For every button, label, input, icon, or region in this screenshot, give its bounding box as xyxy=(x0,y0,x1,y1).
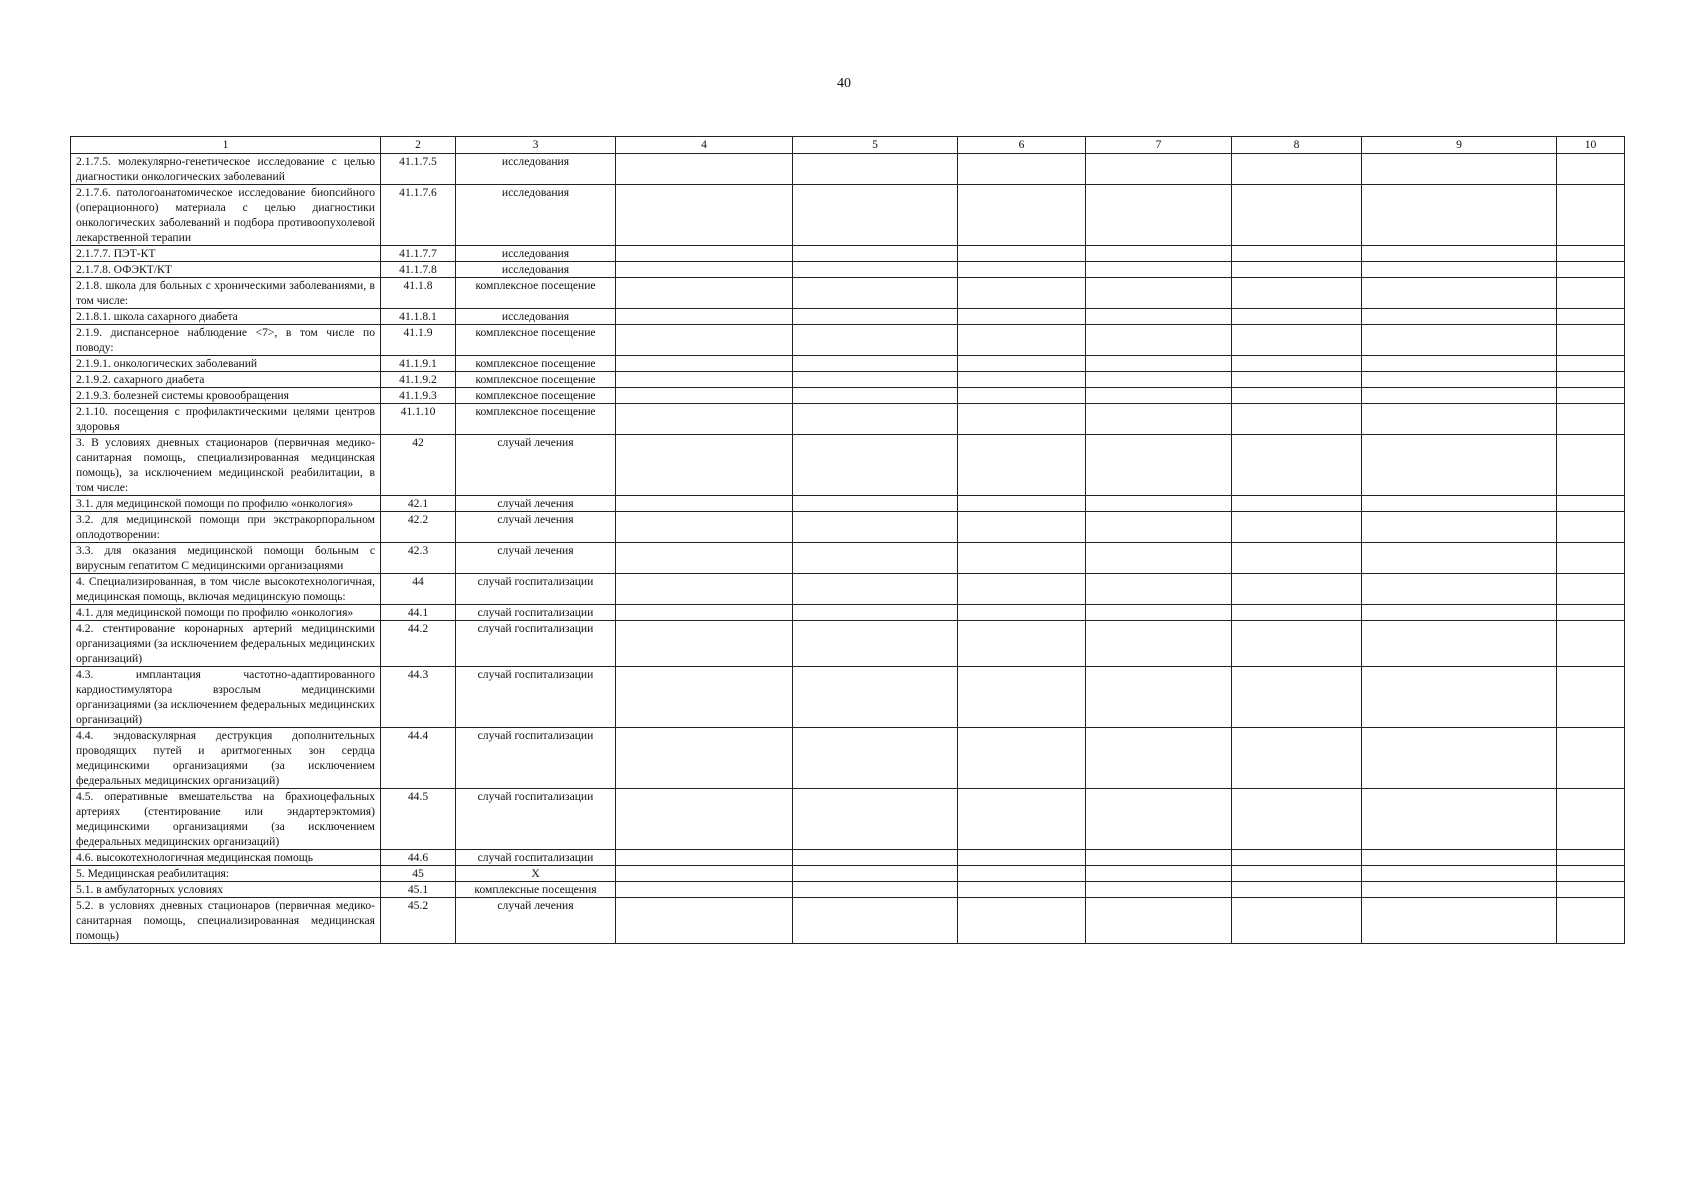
row-name-cell: 5.2. в условиях дневных стационаров (первичная медико-санитарная помощь, специализированная медицинская помощь) xyxy=(71,898,381,944)
table-row xyxy=(71,543,1625,574)
row-unit-cell: комплексное посещение xyxy=(456,278,616,309)
empty-cell xyxy=(793,574,958,605)
table-row xyxy=(71,667,1625,728)
empty-cell xyxy=(958,512,1086,543)
empty-cell xyxy=(1362,789,1557,850)
empty-cell xyxy=(1362,325,1557,356)
row-code-cell: 45 xyxy=(381,866,456,882)
empty-cell xyxy=(1232,882,1362,898)
row-name-cell: 4.3. имплантация частотно-адаптированного кардиостимулятора взрослым медицинскими организациями (за исключением федеральных медицинских организаций) xyxy=(71,667,381,728)
empty-cell xyxy=(958,246,1086,262)
empty-cell xyxy=(793,185,958,246)
empty-cell xyxy=(1232,728,1362,789)
empty-cell xyxy=(1086,866,1232,882)
empty-cell xyxy=(1086,325,1232,356)
row-unit-cell: случай госпитализации xyxy=(456,789,616,850)
empty-cell xyxy=(1557,574,1625,605)
row-name-cell: 5.1. в амбулаторных условиях xyxy=(71,882,381,898)
empty-cell xyxy=(1557,605,1625,621)
empty-cell xyxy=(616,404,793,435)
table-row xyxy=(71,882,1625,898)
empty-cell xyxy=(1232,621,1362,667)
empty-cell xyxy=(1362,262,1557,278)
empty-cell xyxy=(793,356,958,372)
row-code-cell: 44.3 xyxy=(381,667,456,728)
empty-cell xyxy=(958,388,1086,404)
empty-cell xyxy=(1232,262,1362,278)
empty-cell xyxy=(958,667,1086,728)
row-name-cell: 2.1.9.1. онкологических заболеваний xyxy=(71,356,381,372)
row-unit-cell: исследования xyxy=(456,262,616,278)
column-header: 5 xyxy=(793,137,958,154)
empty-cell xyxy=(1557,246,1625,262)
empty-cell xyxy=(793,543,958,574)
column-header: 10 xyxy=(1557,137,1625,154)
empty-cell xyxy=(1557,325,1625,356)
empty-cell xyxy=(793,866,958,882)
empty-cell xyxy=(1557,850,1625,866)
empty-cell xyxy=(1086,309,1232,325)
empty-cell xyxy=(616,435,793,496)
empty-cell xyxy=(1232,309,1362,325)
empty-cell xyxy=(1086,356,1232,372)
empty-cell xyxy=(616,621,793,667)
row-unit-cell: исследования xyxy=(456,185,616,246)
empty-cell xyxy=(1086,278,1232,309)
row-unit-cell: комплексное посещение xyxy=(456,325,616,356)
empty-cell xyxy=(616,898,793,944)
row-code-cell: 41.1.7.7 xyxy=(381,246,456,262)
empty-cell xyxy=(1362,246,1557,262)
row-code-cell: 42.3 xyxy=(381,543,456,574)
empty-cell xyxy=(958,325,1086,356)
empty-cell xyxy=(1362,543,1557,574)
empty-cell xyxy=(958,621,1086,667)
table-row xyxy=(71,309,1625,325)
row-code-cell: 41.1.7.6 xyxy=(381,185,456,246)
row-code-cell: 41.1.7.8 xyxy=(381,262,456,278)
row-name-cell: 3.1. для медицинской помощи по профилю «онкология» xyxy=(71,496,381,512)
empty-cell xyxy=(1232,898,1362,944)
empty-cell xyxy=(1557,185,1625,246)
empty-cell xyxy=(793,850,958,866)
empty-cell xyxy=(1557,404,1625,435)
empty-cell xyxy=(1086,388,1232,404)
table-row xyxy=(71,866,1625,882)
empty-cell xyxy=(1557,372,1625,388)
empty-cell xyxy=(793,309,958,325)
empty-cell xyxy=(793,898,958,944)
empty-cell xyxy=(1557,262,1625,278)
empty-cell xyxy=(1557,898,1625,944)
empty-cell xyxy=(793,667,958,728)
empty-cell xyxy=(793,728,958,789)
empty-cell xyxy=(793,246,958,262)
empty-cell xyxy=(1557,309,1625,325)
empty-cell xyxy=(1557,496,1625,512)
empty-cell xyxy=(958,728,1086,789)
row-unit-cell: комплексное посещение xyxy=(456,356,616,372)
column-header: 3 xyxy=(456,137,616,154)
empty-cell xyxy=(1362,278,1557,309)
empty-cell xyxy=(1362,309,1557,325)
empty-cell xyxy=(958,404,1086,435)
row-name-cell: 5. Медицинская реабилитация: xyxy=(71,866,381,882)
empty-cell xyxy=(616,185,793,246)
empty-cell xyxy=(616,850,793,866)
row-code-cell: 42.1 xyxy=(381,496,456,512)
column-header: 6 xyxy=(958,137,1086,154)
row-code-cell: 44 xyxy=(381,574,456,605)
empty-cell xyxy=(958,356,1086,372)
empty-cell xyxy=(958,278,1086,309)
empty-cell xyxy=(793,325,958,356)
empty-cell xyxy=(1086,882,1232,898)
table-row xyxy=(71,388,1625,404)
data-table xyxy=(70,136,1625,944)
empty-cell xyxy=(1232,372,1362,388)
empty-cell xyxy=(1086,543,1232,574)
empty-cell xyxy=(1557,882,1625,898)
row-code-cell: 41.1.10 xyxy=(381,404,456,435)
row-unit-cell: случай госпитализации xyxy=(456,574,616,605)
empty-cell xyxy=(616,246,793,262)
empty-cell xyxy=(616,667,793,728)
table-row xyxy=(71,278,1625,309)
empty-cell xyxy=(793,262,958,278)
empty-cell xyxy=(958,309,1086,325)
row-code-cell: 45.1 xyxy=(381,882,456,898)
row-unit-cell: случай лечения xyxy=(456,435,616,496)
empty-cell xyxy=(1362,512,1557,543)
empty-cell xyxy=(616,388,793,404)
empty-cell xyxy=(1232,325,1362,356)
empty-cell xyxy=(958,496,1086,512)
page-number: 40 xyxy=(837,76,851,91)
empty-cell xyxy=(1362,850,1557,866)
empty-cell xyxy=(1362,496,1557,512)
row-name-cell: 4.2. стентирование коронарных артерий медицинскими организациями (за исключением федеральных медицинских организаций) xyxy=(71,621,381,667)
empty-cell xyxy=(616,262,793,278)
empty-cell xyxy=(616,356,793,372)
empty-cell xyxy=(1086,789,1232,850)
empty-cell xyxy=(1086,435,1232,496)
empty-cell xyxy=(1557,543,1625,574)
empty-cell xyxy=(1232,278,1362,309)
row-name-cell: 2.1.7.6. патологоанатомическое исследование биопсийного (операционного) материала с целью диагностики онкологических заболеваний и подбора противоопухолевой лекарственной терапии xyxy=(71,185,381,246)
table-row xyxy=(71,325,1625,356)
row-code-cell: 44.6 xyxy=(381,850,456,866)
row-unit-cell: исследования xyxy=(456,154,616,185)
empty-cell xyxy=(1557,512,1625,543)
empty-cell xyxy=(958,866,1086,882)
empty-cell xyxy=(1232,246,1362,262)
row-name-cell: 4.6. высокотехнологичная медицинская помощь xyxy=(71,850,381,866)
empty-cell xyxy=(1232,543,1362,574)
row-unit-cell: случай лечения xyxy=(456,496,616,512)
row-name-cell: 4.1. для медицинской помощи по профилю «онкология» xyxy=(71,605,381,621)
empty-cell xyxy=(958,898,1086,944)
empty-cell xyxy=(1232,496,1362,512)
empty-cell xyxy=(1362,388,1557,404)
row-unit-cell: комплексное посещение xyxy=(456,404,616,435)
table-row xyxy=(71,898,1625,944)
empty-cell xyxy=(616,372,793,388)
empty-cell xyxy=(1362,574,1557,605)
table-row xyxy=(71,154,1625,185)
empty-cell xyxy=(1086,496,1232,512)
empty-cell xyxy=(1362,621,1557,667)
empty-cell xyxy=(958,262,1086,278)
row-name-cell: 3. В условиях дневных стационаров (первичная медико-санитарная помощь, специализированная медицинская помощь), за исключением медицинской реабилитации, в том числе: xyxy=(71,435,381,496)
empty-cell xyxy=(1086,898,1232,944)
empty-cell xyxy=(1557,789,1625,850)
empty-cell xyxy=(616,882,793,898)
row-unit-cell: случай госпитализации xyxy=(456,621,616,667)
row-unit-cell: случай госпитализации xyxy=(456,667,616,728)
empty-cell xyxy=(1557,866,1625,882)
empty-cell xyxy=(616,278,793,309)
empty-cell xyxy=(1557,621,1625,667)
empty-cell xyxy=(793,605,958,621)
empty-cell xyxy=(1557,154,1625,185)
table-body xyxy=(71,154,1625,944)
empty-cell xyxy=(1232,356,1362,372)
empty-cell xyxy=(1232,667,1362,728)
table-row xyxy=(71,435,1625,496)
row-code-cell: 41.1.8.1 xyxy=(381,309,456,325)
row-code-cell: 41.1.9.1 xyxy=(381,356,456,372)
empty-cell xyxy=(616,496,793,512)
row-unit-cell: исследования xyxy=(456,246,616,262)
row-name-cell: 4.5. оперативные вмешательства на брахиоцефальных артериях (стентирование или эндартерэктомия) медицинскими организациями (за исключением федеральных медицинских организаций) xyxy=(71,789,381,850)
row-unit-cell: случай госпитализации xyxy=(456,605,616,621)
row-unit-cell: случай госпитализации xyxy=(456,850,616,866)
table-row xyxy=(71,404,1625,435)
row-name-cell: 2.1.9.2. сахарного диабета xyxy=(71,372,381,388)
table-row xyxy=(71,496,1625,512)
empty-cell xyxy=(1086,850,1232,866)
empty-cell xyxy=(1232,404,1362,435)
empty-cell xyxy=(1362,372,1557,388)
table-row xyxy=(71,185,1625,246)
empty-cell xyxy=(616,605,793,621)
empty-cell xyxy=(1362,356,1557,372)
row-name-cell: 2.1.7.8. ОФЭКТ/КТ xyxy=(71,262,381,278)
table-row xyxy=(71,574,1625,605)
empty-cell xyxy=(1086,667,1232,728)
empty-cell xyxy=(1232,435,1362,496)
empty-cell xyxy=(793,789,958,850)
row-unit-cell: комплексные посещения xyxy=(456,882,616,898)
empty-cell xyxy=(1232,388,1362,404)
empty-cell xyxy=(1232,512,1362,543)
row-code-cell: 42.2 xyxy=(381,512,456,543)
empty-cell xyxy=(1086,574,1232,605)
empty-cell xyxy=(1362,605,1557,621)
empty-cell xyxy=(958,850,1086,866)
row-name-cell: 2.1.10. посещения с профилактическими целями центров здоровья xyxy=(71,404,381,435)
empty-cell xyxy=(958,435,1086,496)
empty-cell xyxy=(1232,866,1362,882)
empty-cell xyxy=(1086,512,1232,543)
empty-cell xyxy=(958,882,1086,898)
empty-cell xyxy=(616,325,793,356)
table-row xyxy=(71,621,1625,667)
empty-cell xyxy=(1557,667,1625,728)
row-unit-cell: X xyxy=(456,866,616,882)
row-unit-cell: комплексное посещение xyxy=(456,388,616,404)
empty-cell xyxy=(1086,246,1232,262)
empty-cell xyxy=(1086,372,1232,388)
empty-cell xyxy=(616,789,793,850)
empty-cell xyxy=(1362,154,1557,185)
table-row xyxy=(71,850,1625,866)
table-row xyxy=(71,512,1625,543)
table-row xyxy=(71,246,1625,262)
empty-cell xyxy=(958,543,1086,574)
empty-cell xyxy=(616,154,793,185)
empty-cell xyxy=(958,185,1086,246)
empty-cell xyxy=(616,574,793,605)
row-unit-cell: случай лечения xyxy=(456,543,616,574)
empty-cell xyxy=(616,512,793,543)
empty-cell xyxy=(1086,185,1232,246)
row-unit-cell: комплексное посещение xyxy=(456,372,616,388)
row-code-cell: 41.1.8 xyxy=(381,278,456,309)
empty-cell xyxy=(793,278,958,309)
row-code-cell: 42 xyxy=(381,435,456,496)
empty-cell xyxy=(1362,667,1557,728)
empty-cell xyxy=(958,574,1086,605)
column-header: 7 xyxy=(1086,137,1232,154)
empty-cell xyxy=(1086,728,1232,789)
empty-cell xyxy=(1086,404,1232,435)
row-unit-cell: случай госпитализации xyxy=(456,728,616,789)
row-name-cell: 4. Специализированная, в том числе высокотехнологичная, медицинская помощь, включая медицинскую помощь: xyxy=(71,574,381,605)
column-header: 2 xyxy=(381,137,456,154)
column-header: 1 xyxy=(71,137,381,154)
table-row xyxy=(71,728,1625,789)
empty-cell xyxy=(1232,185,1362,246)
empty-cell xyxy=(1232,154,1362,185)
empty-cell xyxy=(1086,262,1232,278)
empty-cell xyxy=(793,621,958,667)
empty-cell xyxy=(793,154,958,185)
row-code-cell: 41.1.9.3 xyxy=(381,388,456,404)
empty-cell xyxy=(1362,882,1557,898)
empty-cell xyxy=(793,388,958,404)
row-code-cell: 41.1.9 xyxy=(381,325,456,356)
row-name-cell: 4.4. эндоваскулярная деструкция дополнительных проводящих путей и аритмогенных зон сердца медицинскими организациями (за исключением федеральных медицинских организаций) xyxy=(71,728,381,789)
empty-cell xyxy=(1362,866,1557,882)
column-header: 8 xyxy=(1232,137,1362,154)
empty-cell xyxy=(1362,898,1557,944)
empty-cell xyxy=(793,435,958,496)
row-code-cell: 44.5 xyxy=(381,789,456,850)
row-code-cell: 41.1.7.5 xyxy=(381,154,456,185)
row-unit-cell: случай лечения xyxy=(456,512,616,543)
row-name-cell: 2.1.7.7. ПЭТ-КТ xyxy=(71,246,381,262)
empty-cell xyxy=(1557,388,1625,404)
row-name-cell: 3.3. для оказания медицинской помощи больным с вирусным гепатитом С медицинскими организациями xyxy=(71,543,381,574)
empty-cell xyxy=(1557,278,1625,309)
column-header: 4 xyxy=(616,137,793,154)
column-header: 9 xyxy=(1362,137,1557,154)
empty-cell xyxy=(616,309,793,325)
empty-cell xyxy=(793,372,958,388)
empty-cell xyxy=(1362,728,1557,789)
table-row xyxy=(71,262,1625,278)
row-name-cell: 2.1.8. школа для больных с хроническими заболеваниями, в том числе: xyxy=(71,278,381,309)
row-name-cell: 3.2. для медицинской помощи при экстракорпоральном оплодотворении: xyxy=(71,512,381,543)
table-row xyxy=(71,789,1625,850)
empty-cell xyxy=(1362,185,1557,246)
empty-cell xyxy=(1362,404,1557,435)
header-row xyxy=(71,137,1625,154)
row-code-cell: 41.1.9.2 xyxy=(381,372,456,388)
row-unit-cell: случай лечения xyxy=(456,898,616,944)
empty-cell xyxy=(1557,728,1625,789)
empty-cell xyxy=(793,512,958,543)
empty-cell xyxy=(958,372,1086,388)
empty-cell xyxy=(616,543,793,574)
empty-cell xyxy=(958,154,1086,185)
empty-cell xyxy=(616,728,793,789)
empty-cell xyxy=(616,866,793,882)
empty-cell xyxy=(1557,435,1625,496)
empty-cell xyxy=(793,882,958,898)
row-name-cell: 2.1.7.5. молекулярно-генетическое исследование с целью диагностики онкологических заболеваний xyxy=(71,154,381,185)
empty-cell xyxy=(1086,154,1232,185)
row-code-cell: 44.2 xyxy=(381,621,456,667)
empty-cell xyxy=(1557,356,1625,372)
row-code-cell: 45.2 xyxy=(381,898,456,944)
empty-cell xyxy=(1232,574,1362,605)
empty-cell xyxy=(793,496,958,512)
empty-cell xyxy=(1232,789,1362,850)
row-name-cell: 2.1.8.1. школа сахарного диабета xyxy=(71,309,381,325)
empty-cell xyxy=(958,789,1086,850)
row-unit-cell: исследования xyxy=(456,309,616,325)
row-name-cell: 2.1.9. диспансерное наблюдение <7>, в том числе по поводу: xyxy=(71,325,381,356)
table-row xyxy=(71,605,1625,621)
row-code-cell: 44.4 xyxy=(381,728,456,789)
empty-cell xyxy=(1086,605,1232,621)
row-name-cell: 2.1.9.3. болезней системы кровообращения xyxy=(71,388,381,404)
empty-cell xyxy=(1232,850,1362,866)
empty-cell xyxy=(1086,621,1232,667)
table-row xyxy=(71,372,1625,388)
empty-cell xyxy=(1232,605,1362,621)
empty-cell xyxy=(793,404,958,435)
table-row xyxy=(71,356,1625,372)
empty-cell xyxy=(958,605,1086,621)
row-code-cell: 44.1 xyxy=(381,605,456,621)
empty-cell xyxy=(1362,435,1557,496)
